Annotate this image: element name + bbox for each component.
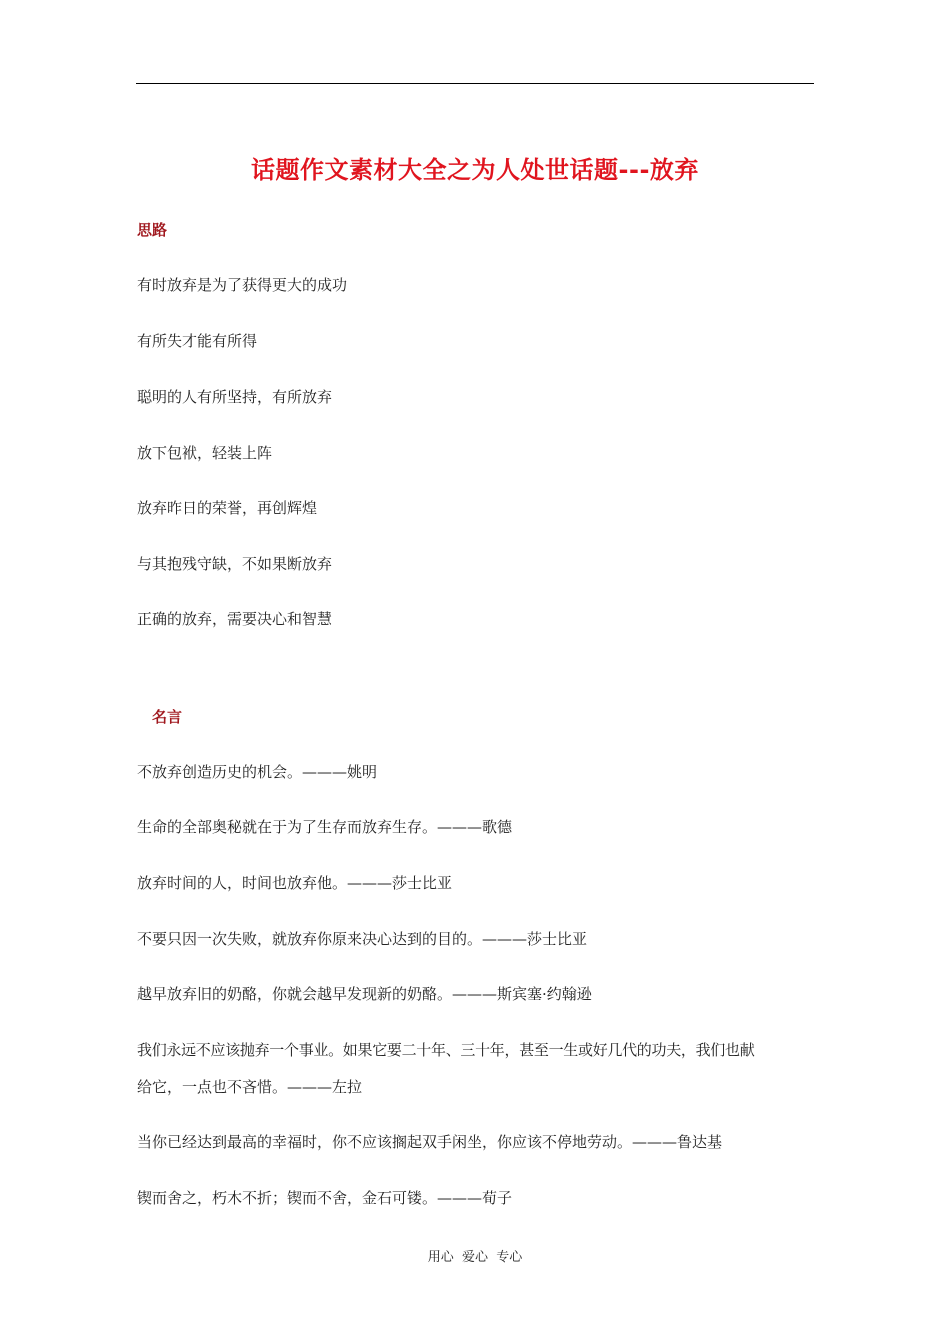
quote-line: 放弃时间的人，时间也放弃他。———莎士比亚 bbox=[137, 874, 453, 892]
idea-line: 有时放弃是为了获得更大的成功 bbox=[137, 276, 348, 294]
idea-line: 放弃昨日的荣誉，再创辉煌 bbox=[137, 499, 318, 517]
idea-line: 与其抱残守缺，不如果断放弃 bbox=[137, 555, 333, 573]
idea-line: 有所失才能有所得 bbox=[137, 332, 258, 350]
quote-line: 我们永远不应该抛弃一个事业。如果它要二十年、三十年，甚至一生或好几代的功夫，我们也献 bbox=[137, 1041, 755, 1059]
quote-line: 锲而舍之，朽木不折；锲而不舍，金石可镂。———荀子 bbox=[137, 1189, 513, 1207]
section-heading-ideas: 思路 bbox=[137, 221, 168, 239]
quote-line: 不要只因一次失败，就放弃你原来决心达到的目的。———莎士比亚 bbox=[137, 930, 588, 948]
header-rule bbox=[136, 83, 814, 84]
idea-line: 正确的放弃，需要决心和智慧 bbox=[137, 610, 333, 628]
quote-line: 生命的全部奥秘就在于为了生存而放弃生存。———歌德 bbox=[137, 818, 513, 836]
section-heading-quotes: 名言 bbox=[152, 708, 183, 726]
quote-line: 不放弃创造历史的机会。———姚明 bbox=[137, 763, 378, 781]
quote-line-continued: 给它，一点也不吝惜。———左拉 bbox=[137, 1078, 363, 1096]
quote-line: 当你已经达到最高的幸福时，你不应该搁起双手闲坐，你应该不停地劳动。———鲁达基 bbox=[137, 1133, 723, 1151]
quote-line: 越早放弃旧的奶酪，你就会越早发现新的奶酪。———斯宾塞·约翰逊 bbox=[137, 985, 592, 1003]
document-title: 话题作文素材大全之为人处世话题---放弃 bbox=[251, 156, 699, 184]
idea-line: 聪明的人有所坚持，有所放弃 bbox=[137, 388, 333, 406]
idea-line: 放下包袱，轻装上阵 bbox=[137, 444, 273, 462]
page-footer: 用心 爱心 专心 bbox=[427, 1250, 523, 1265]
